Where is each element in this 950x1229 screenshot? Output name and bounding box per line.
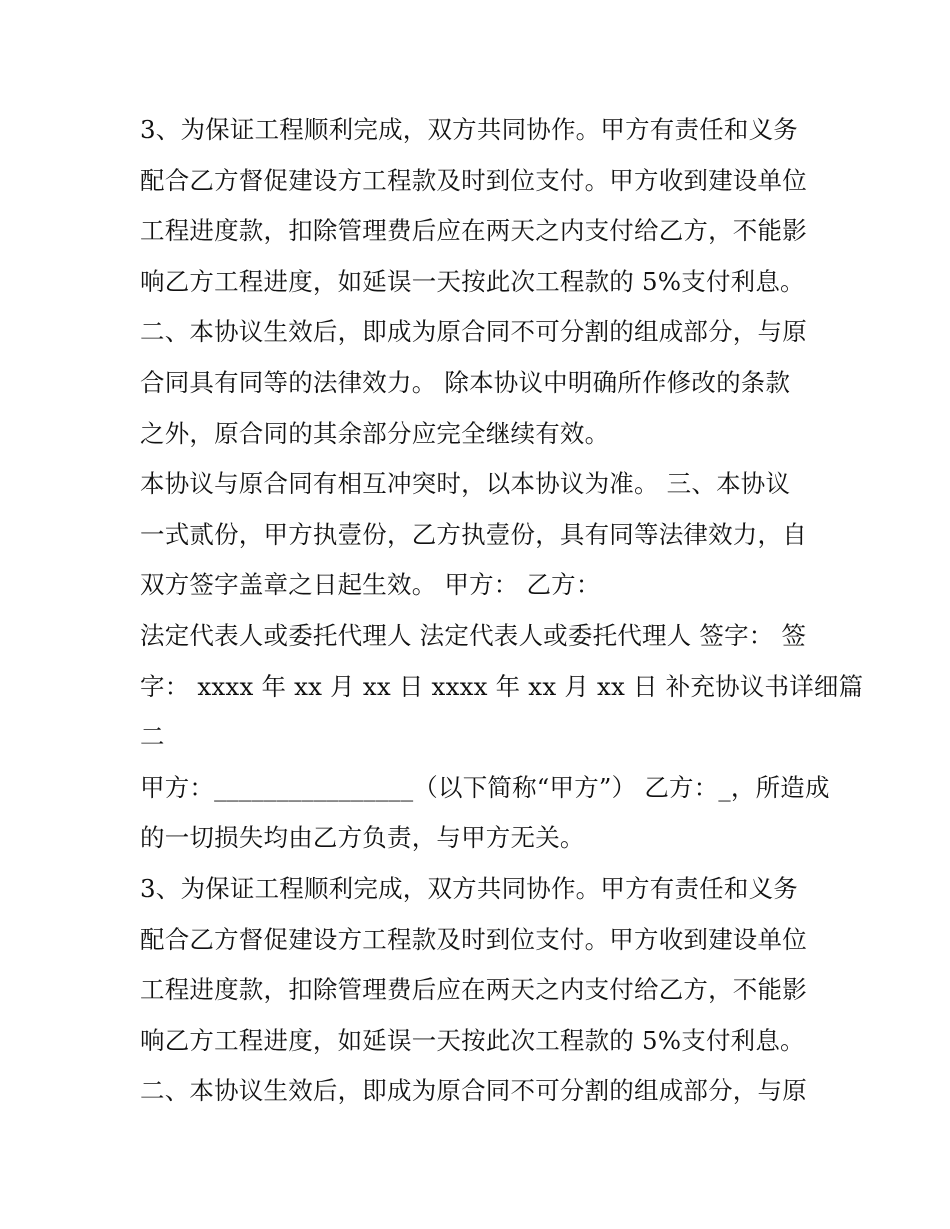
text-line: 配合乙方督促建设方工程款及时到位支付。甲方收到建设单位 bbox=[140, 166, 807, 195]
text-line: 响乙方工程进度，如延误一天按此次工程款的 5%支付利息。 bbox=[140, 1026, 805, 1055]
text-line: 之外，原合同的其余部分应完全继续有效。 bbox=[140, 419, 610, 448]
text-line: 双方签字盖章之日起生效。 甲方： 乙方： bbox=[140, 570, 601, 599]
text-line: 3、为保证工程顺利完成，双方共同协作。甲方有责任和义务 bbox=[140, 874, 798, 903]
text-line: 二 bbox=[140, 722, 165, 751]
text-line: 字： xxxx 年 xx 月 xx 日 xxxx 年 xx 月 xx 日 补充协议书详细篇 bbox=[140, 672, 864, 701]
text-line: 法定代表人或委托代理人 法定代表人或委托代理人 签字： 签 bbox=[140, 621, 807, 650]
text-line: 二、本协议生效后，即成为原合同不可分割的组成部分，与原 bbox=[140, 1076, 807, 1105]
text-line: 配合乙方督促建设方工程款及时到位支付。甲方收到建设单位 bbox=[140, 925, 807, 954]
text-line: 二、本协议生效后，即成为原合同不可分割的组成部分，与原 bbox=[140, 317, 807, 346]
text-line: 响乙方工程进度，如延误一天按此次工程款的 5%支付利息。 bbox=[140, 267, 805, 296]
text-line: 3、为保证工程顺利完成，双方共同协作。甲方有责任和义务 bbox=[140, 115, 798, 144]
text-line: 工程进度款，扣除管理费后应在两天之内支付给乙方，不能影 bbox=[140, 216, 807, 245]
text-line: 本协议与原合同有相互冲突时，以本协议为准。 三、本协议 bbox=[140, 469, 791, 498]
text-line: 合同具有同等的法律效力。 除本协议中明确所作修改的条款 bbox=[140, 368, 791, 397]
text-line: 甲方：________________（以下简称“甲方”） 乙方：_，所造成 bbox=[140, 773, 830, 802]
text-line: 工程进度款，扣除管理费后应在两天之内支付给乙方，不能影 bbox=[140, 975, 807, 1004]
text-line: 的一切损失均由乙方负责，与甲方无关。 bbox=[140, 823, 585, 852]
text-line: 一式贰份，甲方执壹份，乙方执壹份，具有同等法律效力，自 bbox=[140, 520, 807, 549]
